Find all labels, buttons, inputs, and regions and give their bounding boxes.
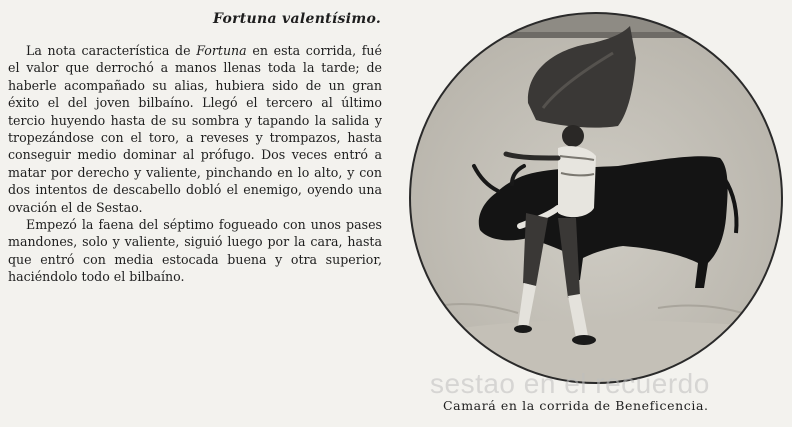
watermark-text: sestao en el recuerdo: [430, 368, 710, 399]
article-body: [8, 42, 382, 286]
paragraph-1-intro: La nota característica de: [26, 43, 197, 58]
photo-caption: Camará en la corrida de Beneficencia.: [443, 398, 709, 413]
article-paragraph-1: [8, 42, 382, 216]
matador-name: Fortuna: [196, 43, 247, 58]
paragraph-1-text: en esta corrida, fué el valor que derrochó a manos llenas toda la tarde; de haberle acompañado su alias, hubiera sido de un gran éxito el del joven bilbaíno. Llegó el tercero al último tercio huyendo hasta de su sombra y tapando la salida y tropezándose con el toro, a reveses y trompazos, hasta conseguir medio dominar al prófugo. Dos veces entró a matar por derecho y valiente, pinchando en lo alto, y con dos intentos de descabello dobló el enemigo, oyendo una ovación el de Sestao.: [8, 43, 382, 215]
article-title: Fortuna valentísimo.: [213, 11, 382, 27]
bullfight-photo: [408, 8, 784, 388]
article-paragraph-2: Empezó la faena del séptimo fogueado con unos pases mandones, solo y valiente, siguió luego por la cara, hasta que entró con media estocada buena y otra superior, haciéndolo todo el bilbaíno.: [8, 217, 382, 285]
